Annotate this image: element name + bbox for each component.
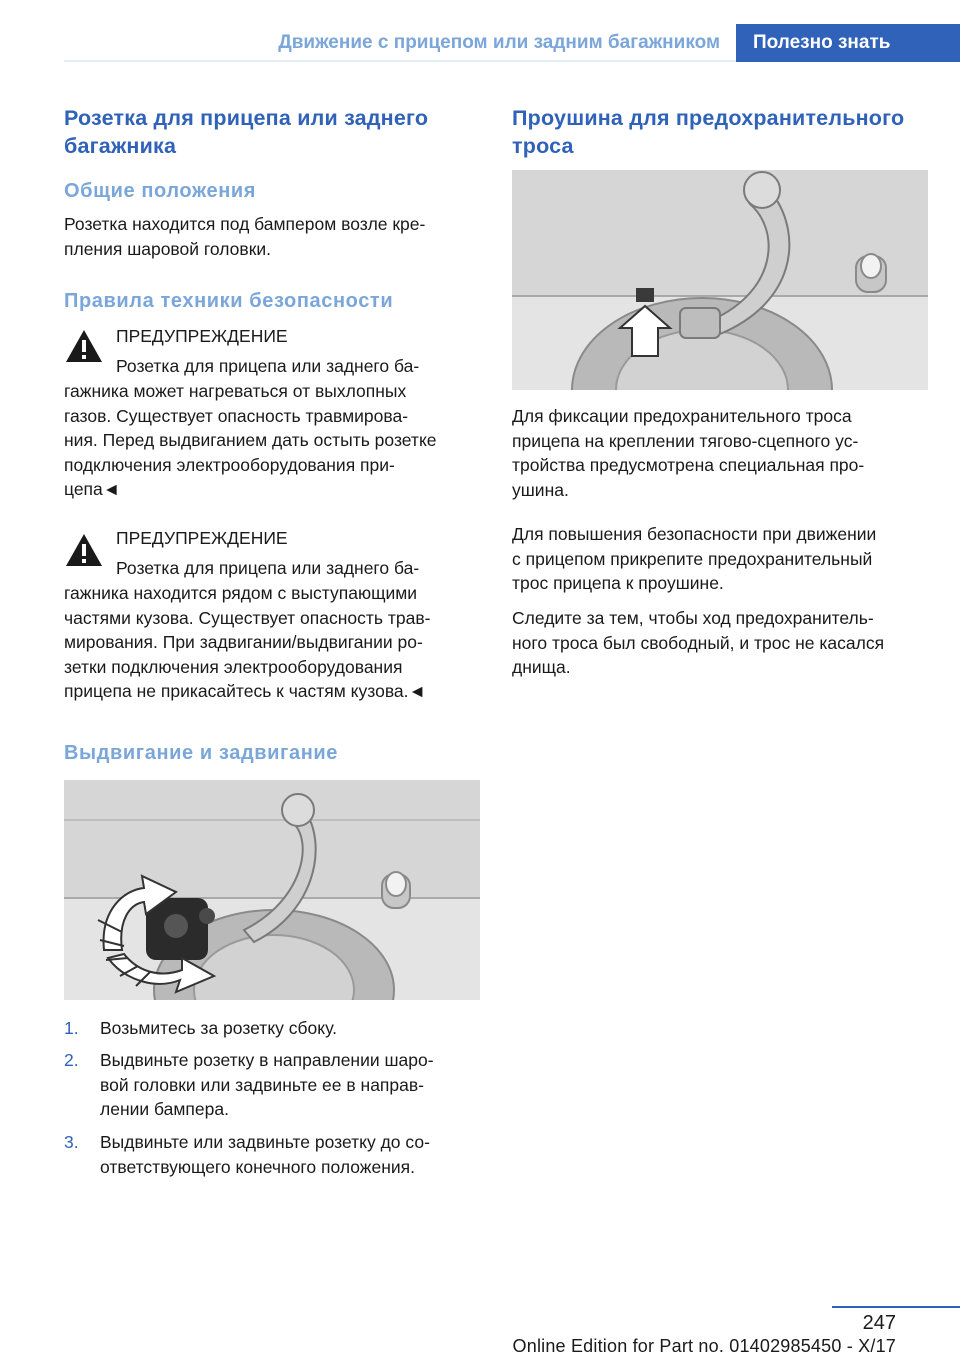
text-line: прицепа не прикасайтесь к частям кузова.◄ xyxy=(64,681,426,701)
text-line: ного троса был свободный, и трос не касался xyxy=(512,632,885,653)
socket-drawing xyxy=(64,780,480,1000)
step-number: 2. xyxy=(64,1050,79,1070)
text-line: прицепа на креплении тягово-сцепного ус- xyxy=(512,430,859,451)
text-line: ния. Перед выдвиганием дать остыть розетке xyxy=(64,430,437,450)
footer-rule xyxy=(832,1306,960,1308)
text-line: трос прицепа к проушине. xyxy=(512,573,724,593)
heading-safety: Правила техники безопасности xyxy=(64,290,394,312)
warning-triangle-icon xyxy=(64,328,104,364)
eyelet-illustration xyxy=(512,170,928,390)
section-title-eyelet xyxy=(512,104,904,160)
warning-label: ПРЕДУПРЕЖДЕНИЕ xyxy=(116,528,288,548)
socket-illustration xyxy=(64,780,480,1000)
step-text xyxy=(100,1130,430,1179)
header-rule xyxy=(64,60,736,62)
running-header-section: Движение с прицепом или задним багажником xyxy=(278,32,720,53)
step-number: 3. xyxy=(64,1132,79,1152)
text-line: мирования. При задвигании/выдвигании ро- xyxy=(64,632,423,652)
text-line: Для повышения безопасности при движении xyxy=(512,524,877,544)
title-line: троса xyxy=(512,134,574,158)
section-title-socket xyxy=(64,104,428,160)
text-line: лении бампера. xyxy=(100,1099,229,1119)
text-line: гажника может нагреваться от выхлопных xyxy=(64,381,407,401)
warning-text-first-line: Розетка для прицепа или заднего ба- xyxy=(116,558,420,578)
eyelet-drawing xyxy=(512,170,928,390)
warning-label: ПРЕДУПРЕЖДЕНИЕ xyxy=(116,326,288,346)
warning-text xyxy=(64,379,437,502)
text-line: газов. Существует опасность травмирова- xyxy=(64,405,409,426)
text-line: частями кузова. Существует опасность трав- xyxy=(64,607,431,628)
heading-general: Общие положения xyxy=(64,180,257,202)
step-text xyxy=(100,1048,434,1122)
text-line: днища. xyxy=(512,657,571,677)
text-line: Возьмитесь за розетку сбоку. xyxy=(100,1018,338,1038)
title-line: багажника xyxy=(64,134,177,158)
warning-text xyxy=(64,581,431,704)
text-line: Выдвиньте или задвиньте розетку до со- xyxy=(100,1132,430,1152)
running-header-chapter: Полезно знать xyxy=(736,24,960,62)
warning-triangle-icon xyxy=(64,532,104,568)
text-line: цепа◄ xyxy=(64,479,121,499)
title-line: Розетка для прицепа или заднего xyxy=(64,106,429,130)
text-line: зетки подключения электрооборудования xyxy=(64,656,403,677)
eyelet-para-3 xyxy=(512,606,884,680)
text-line: пления шаровой головки. xyxy=(64,238,271,259)
edition-footer: Online Edition for Part no. 01402985450 - X/17 xyxy=(512,1336,896,1356)
heading-extend-retract: Выдвигание и задвигание xyxy=(64,742,339,764)
text-line: Выдвиньте розетку в направлении шаро- xyxy=(100,1050,434,1070)
general-text xyxy=(64,212,425,261)
text-line: ответствующего конечного положения. xyxy=(100,1156,416,1177)
text-line: подключения электрооборудования при- xyxy=(64,454,395,475)
eyelet-para-1 xyxy=(512,404,864,502)
text-line: тройства предусмотрена специальная про- xyxy=(512,455,865,475)
text-line: с прицепом прикрепите предохранительный xyxy=(512,548,873,569)
title-line: Проушина для предохранительного xyxy=(512,106,905,130)
warning-text-first-line: Розетка для прицепа или заднего ба- xyxy=(116,356,420,376)
page-number: 247 xyxy=(862,1312,896,1334)
text-line: Розетка находится под бампером возле кре- xyxy=(64,214,426,234)
text-line: гажника находится рядом с выступающими xyxy=(64,583,418,603)
text-line: Следите за тем, чтобы ход предохранитель- xyxy=(512,608,874,628)
text-line: Для фиксации предохранительного троса xyxy=(512,406,852,426)
step-number: 1. xyxy=(64,1018,79,1038)
step-text xyxy=(100,1016,337,1041)
eyelet-para-2 xyxy=(512,522,876,596)
text-line: вой головки или задвиньте ее в направ- xyxy=(100,1074,424,1095)
text-line: ушина. xyxy=(512,479,569,500)
